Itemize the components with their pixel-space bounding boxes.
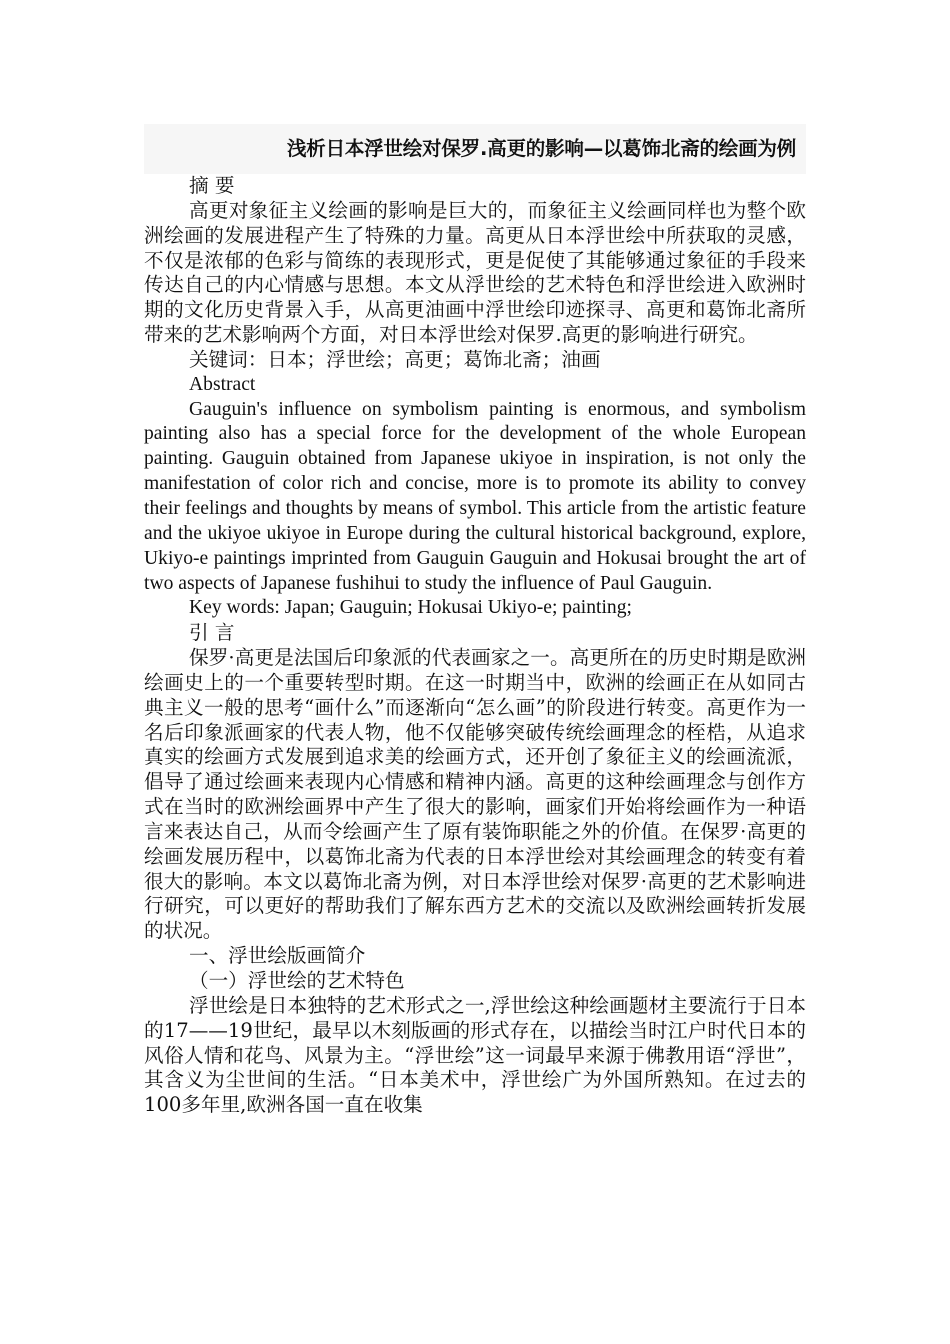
keywords-cn: 关键词：日本；浮世绘；高更；葛饰北斋；油画 <box>189 347 601 371</box>
subsection-1-1-paragraph: 浮世绘是日本独特的艺术形式之一,浮世绘这种绘画题材主要流行于日本的17——19世纪，最早以木刻版画的形式存在，以描绘当时江户时代日本的风俗人情和花鸟、风景为主。“浮世绘”这一词最早来源于佛教用语“浮世”，其含义为尘世间的生活。“日本美术中，浮世绘广为外国所熟知。在过去的100多年里,欧洲各国一直在收集 <box>144 993 806 1117</box>
abstract-en-heading: Abstract <box>189 373 256 395</box>
abstract-heading: 摘 要 <box>189 174 235 197</box>
intro-paragraph: 保罗·高更是法国后印象派的代表画家之一。高更所在的历史时期是欧洲绘画史上的一个重要转型时期。在这一时期当中，欧洲的绘画正在从如同古典主义一般的思考“画什么”而逐渐向“怎么画”的阶段进行转变。高更作为一名后印象派画家的代表人物，他不仅能够突破传统绘画理念的桎梏，从追求真实的绘画方式发展到追求美的绘画方式，还开创了象征主义的绘画流派，倡导了通过绘画来表现内心情感和精神内涵。高更的这种绘画理念与创作方式在当时的欧洲绘画界中产生了很大的影响，画家们开始将绘画作为一种语言来表达自己，从而令绘画产生了原有装饰职能之外的价值。在保罗·高更的绘画发展历程中，以葛饰北斋为代表的日本浮世绘对其绘画理念的转变有着很大的影响。本文以葛饰北斋为例，对日本浮世绘对保罗·高更的艺术影响进行研究，可以更好的帮助我们了解东西方艺术的交流以及欧洲绘画转折发展的状况。 <box>144 646 806 943</box>
keywords-en: Key words: Japan; Gauguin; Hokusai Ukiyo-e; painting; <box>189 597 632 619</box>
intro-heading: 引 言 <box>189 621 235 645</box>
abstract-en-paragraph: Gauguin's influence on symbolism painting is enormous, and symbolism painting also has a special force for the development of the whole European painting. Gauguin obtained from Japanese ukiyoe in inspiration, is not only the manifestation of color rich and concise, more is to promote its ability to convey their feelings and thoughts by means of symbol. This article from the artistic feature and the ukiyoe ukiyoe in Europe during the cultural historical background, explore, Ukiyo-e paintings imprinted from Gauguin Gauguin and Hokusai brought the art of two aspects of Japanese fushihui to study the influence of Paul Gauguin. <box>144 398 806 594</box>
document-page <box>144 124 806 1118</box>
subsection-heading-1-1: （一）浮世绘的艺术特色 <box>189 969 405 992</box>
abstract-paragraph: 高更对象征主义绘画的影响是巨大的，而象征主义绘画同样也为整个欧洲绘画的发展进程产生了特殊的力量。高更从日本浮世绘中所获取的灵感，不仅是浓郁的色彩与简练的表现形式，更是促使了其能够通过象征的手段来传达自己的内心情感与思想。本文从浮世绘的艺术特色和浮世绘进入欧洲时期的文化历史背景入手，从高更油画中浮世绘印迹探寻、高更和葛饰北斋所带来的艺术影响两个方面，对日本浮世绘对保罗.高更的影响进行研究。 <box>144 198 806 347</box>
paper-title: 浅析日本浮世绘对保罗.高更的影响—以葛饰北斋的绘画为例 <box>144 124 806 174</box>
section-heading-1: 一、浮世绘版画简介 <box>189 944 366 968</box>
